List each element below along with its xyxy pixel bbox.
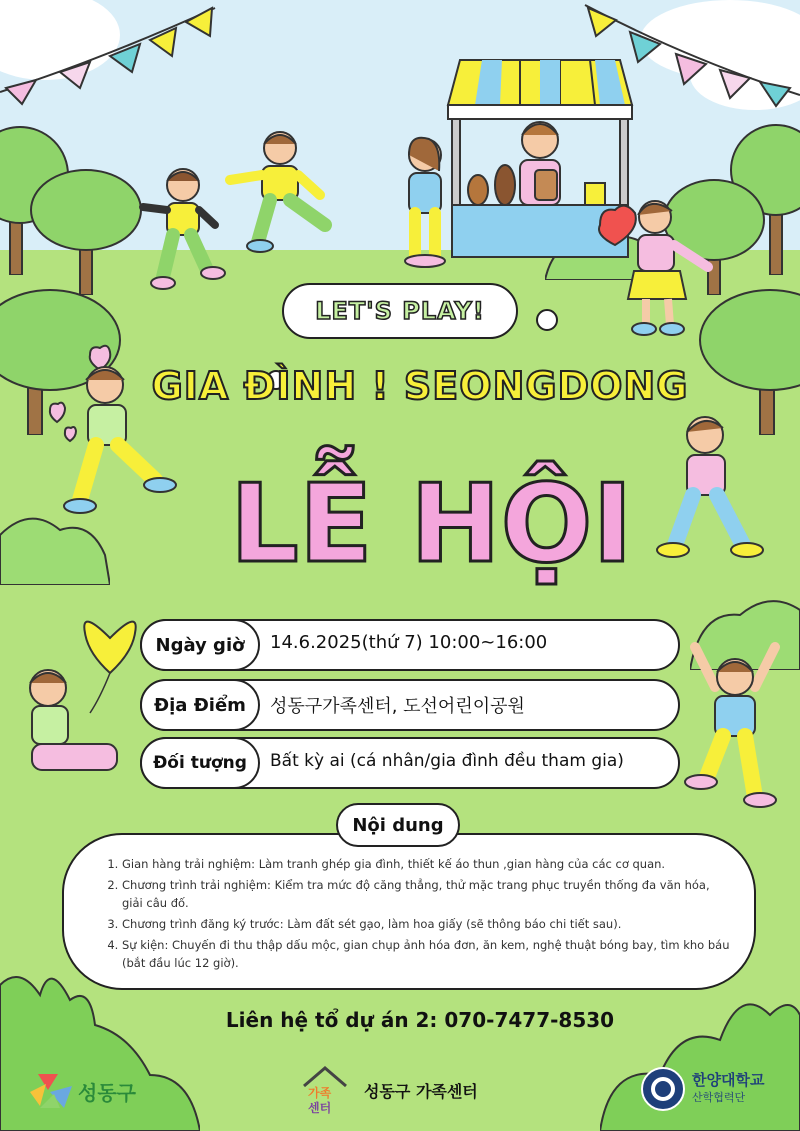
content-list (100, 855, 730, 975)
dot-decoration (536, 309, 558, 331)
svg-text:가족: 가족 (308, 1086, 332, 1100)
family-center-name: 성동구 가족센터 (364, 1081, 478, 1101)
child-arms-up (675, 632, 795, 812)
hanyang-emblem-icon (640, 1066, 686, 1112)
tree-left-mid (30, 165, 150, 295)
content-title-badge (336, 803, 460, 847)
svg-text:센터: 센터 (308, 1101, 332, 1115)
child-with-balloon (20, 608, 150, 773)
hanyang-logo (640, 1066, 764, 1112)
tagline-text: LET'S PLAY! (315, 297, 485, 325)
headline: GIA ĐÌNH ! SEONGDONG (151, 364, 689, 408)
info-value: 14.6.2025(thứ 7) 10:00~16:00 (270, 632, 548, 653)
content-title: Nội dung (352, 814, 444, 836)
child-running-left (135, 165, 230, 295)
info-label: Ngày giờ (155, 634, 245, 656)
contact-line: Liên hệ tổ dự án 2: 070-7477-8530 (225, 1008, 615, 1032)
info-label-box (140, 619, 260, 671)
hanyang-line2: 산학협력단 (692, 1091, 746, 1104)
info-label-box (140, 679, 260, 731)
seongdong-logo-mark (28, 1072, 74, 1110)
heart-decoration-left (45, 400, 80, 450)
hanyang-line1: 한양대학교 (692, 1071, 765, 1089)
seongdong-logo-text: 성동구 (78, 1080, 136, 1105)
seongdong-logo (28, 1072, 136, 1110)
family-center-logo (300, 1064, 478, 1116)
info-value: Bất kỳ ai (cá nhân/gia đình đều tham gia) (270, 751, 624, 771)
info-label: Đối tượng (153, 753, 247, 773)
family-center-house-icon (300, 1064, 350, 1116)
girl-peace-sign (655, 410, 775, 560)
girl-with-heart (590, 195, 720, 340)
info-label: Địa Điểm (154, 694, 246, 716)
boy-running (220, 130, 340, 255)
bunting-left (0, 0, 230, 110)
woman-standing (395, 135, 455, 270)
hanyang-text (692, 1071, 764, 1107)
content-item: 2. Chương trình trải nghiệm: Kiểm tra mức độ căng thẳng, thử mặc trang phục truyền thống đa văn hóa, giải câu đố. (122, 876, 730, 912)
info-label-box (140, 737, 260, 789)
content-item: 3. Chương trình đăng ký trước: Làm đất sét gạo, làm hoa giấy (sẽ thông báo chi tiết sau). (122, 915, 730, 933)
info-value: 성동구가족센터, 도선어린이공원 (270, 696, 525, 717)
content-item: 4. Sự kiện: Chuyến đi thu thập dấu mộc, gian chụp ảnh hóa đơn, ăn kem, nghệ thuật bóng bay, tìm kho báu (bắt đầu lúc 12 giờ). (122, 936, 730, 972)
main-title: LỄ HỘI (230, 462, 633, 587)
content-item: 1. Gian hàng trải nghiệm: Làm tranh ghép gia đình, thiết kế áo thun ,gian hàng của các cơ quan. (122, 855, 730, 873)
tagline-badge (282, 283, 518, 339)
